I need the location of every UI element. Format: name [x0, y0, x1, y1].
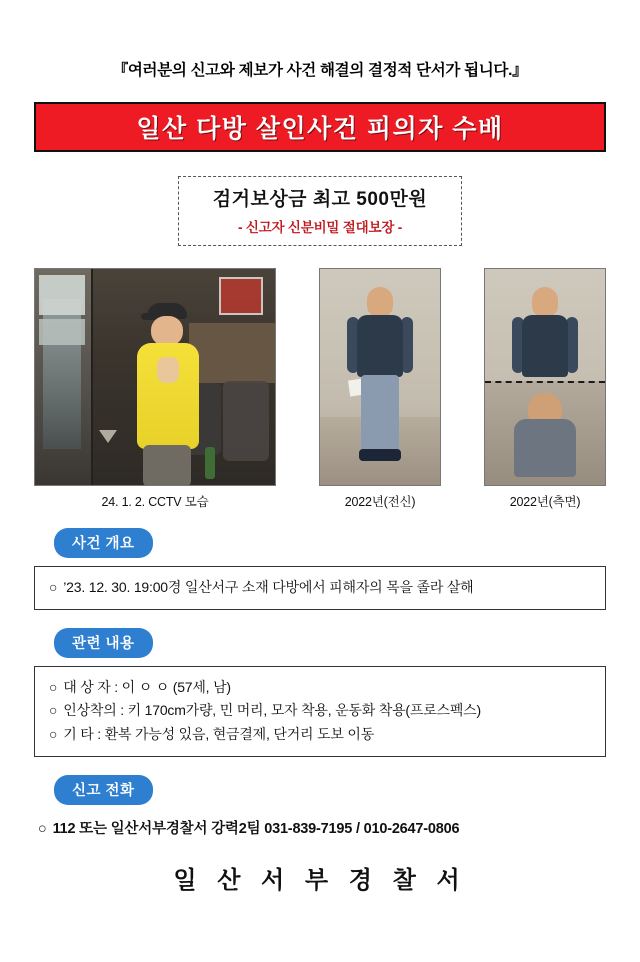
report-phone-text[interactable]: 112 또는 일산서부경찰서 강력2팀 031-839-7195 / 010-2647-0806 — [52, 820, 460, 837]
cctv-photo — [34, 268, 276, 486]
triangle-marker-icon — [99, 430, 117, 443]
photo-caption: 2022년(전신) — [344, 495, 416, 509]
cctv-wall-sign — [39, 275, 85, 315]
side-lower-panel — [485, 381, 605, 485]
photo-caption: 2022년(측면) — [509, 495, 581, 509]
report-phone-line — [34, 817, 606, 838]
suspect-shoes — [359, 449, 401, 461]
suspect-legs — [143, 445, 191, 486]
report-phone-section — [34, 775, 606, 838]
case-summary-section — [34, 528, 606, 610]
suspect-head — [367, 287, 393, 317]
suspect-full-body-figure — [343, 287, 417, 475]
section-heading-report-phone: 신고 전화 — [54, 775, 153, 805]
bullet-marker: ○ — [49, 726, 58, 743]
bullet-marker: ○ — [49, 579, 58, 595]
reward-amount: 검거보상금 최고 500만원 — [212, 189, 428, 210]
reward-confidentiality-note: - 신고자 신분비밀 절대보장 - — [237, 220, 403, 235]
case-summary-text: ’23. 12. 30. 19:00경 일산서구 소재 다방에서 피해자의 목을 졸라 살해 — [63, 579, 474, 595]
cctv-chair-secondary — [223, 381, 269, 461]
cctv-wall-sign-secondary — [39, 319, 85, 345]
reward-box — [178, 176, 462, 246]
related-details-section — [34, 628, 606, 757]
detail-line-subject — [49, 677, 591, 699]
photo-item — [484, 268, 606, 510]
bullet-marker: ○ — [49, 702, 58, 719]
detail-text-other: 기 타 : 환복 가능성 있음, 현금결제, 단거리 도보 이동 — [63, 726, 375, 743]
page-title: 일산 다방 살인사건 피의자 수배 — [136, 115, 504, 143]
suspect-padded-vest — [357, 315, 403, 377]
detail-line-appearance — [49, 700, 591, 722]
bullet-marker: ○ — [38, 820, 47, 837]
cctv-wall-picture — [219, 277, 263, 315]
suspect-jeans — [361, 375, 399, 451]
side-view-photo — [484, 268, 606, 486]
suspect-padded-vest — [522, 315, 568, 377]
detail-text-subject: 대 상 자 : 이 ㅇ ㅇ (57세, 남) — [63, 678, 231, 695]
full-body-photo — [319, 268, 441, 486]
case-summary-box — [34, 566, 606, 610]
section-heading-case-summary: 사건 개요 — [54, 528, 153, 558]
photo-caption: 24. 1. 2. CCTV 모습 — [101, 495, 209, 509]
poster-quote: 『여러분의 신고와 제보가 사건 해결의 결정적 단서가 됩니다.』 — [112, 62, 528, 79]
detail-text-appearance: 인상착의 : 키 170cm가량, 민 머리, 모자 착용, 운동화 착용(프로스펙스) — [63, 702, 481, 719]
cctv-suspect-figure — [131, 303, 209, 486]
photo-divider-line — [485, 381, 605, 383]
detail-line-other — [49, 724, 591, 746]
suspect-face — [151, 316, 183, 346]
photo-item — [34, 268, 276, 510]
related-details-box — [34, 666, 606, 757]
suspect-head — [532, 287, 558, 317]
case-summary-line — [49, 577, 591, 599]
poster-title-band — [34, 102, 606, 152]
issuing-agency: 일 산 서 부 경 찰 서 — [173, 866, 467, 894]
photo-item — [319, 268, 441, 510]
bullet-marker: ○ — [49, 678, 58, 695]
photo-row — [34, 268, 606, 510]
reward-section — [34, 176, 606, 246]
suspect-torso-rear — [514, 419, 576, 477]
suspect-hands — [157, 357, 179, 383]
wanted-poster — [0, 58, 640, 962]
section-heading-related-details: 관련 내용 — [54, 628, 153, 658]
